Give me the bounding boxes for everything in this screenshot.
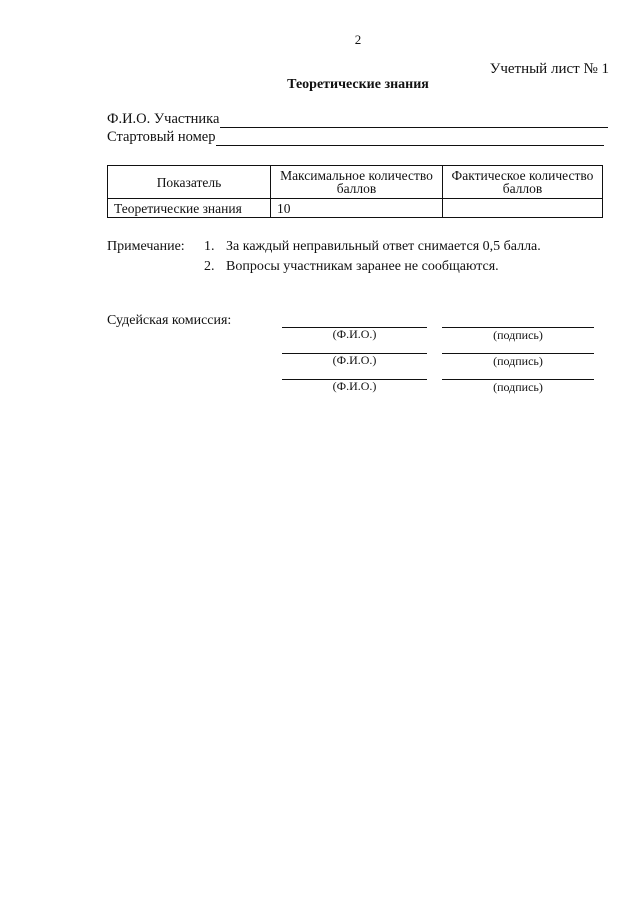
signature-caption: (подпись) xyxy=(493,380,543,394)
header-max-score: Максимальное количество баллов xyxy=(271,166,443,199)
header-indicator: Показатель xyxy=(108,166,271,199)
note-text: За каждый неправильный ответ снимается 0,5 балла. xyxy=(226,239,541,254)
cell-max-score: 10 xyxy=(271,199,443,218)
note-item xyxy=(204,259,499,275)
name-caption: (Ф.И.О.) xyxy=(332,353,377,367)
participant-name-field[interactable] xyxy=(107,111,608,128)
name-caption: (Ф.И.О.) xyxy=(332,327,377,341)
note-number: 2. xyxy=(204,259,215,274)
participant-name-blank[interactable] xyxy=(220,113,608,128)
cell-indicator: Теоретические знания xyxy=(108,199,271,218)
signature-caption: (подпись) xyxy=(493,354,543,368)
commission-label: Судейская комиссия: xyxy=(107,313,232,328)
note-text: Вопросы участникам заранее не сообщаются. xyxy=(226,259,499,274)
page-number: 2 xyxy=(354,32,362,47)
table-row xyxy=(108,199,603,218)
table-header-row xyxy=(108,166,603,199)
notes-label: Примечание: xyxy=(107,239,185,254)
document-title: Теоретические знания xyxy=(287,77,429,92)
note-item xyxy=(204,239,541,255)
header-actual-score: Фактическое количество баллов xyxy=(443,166,603,199)
start-number-label: Стартовый номер xyxy=(107,129,216,145)
participant-name-label: Ф.И.О. Участника xyxy=(107,111,220,127)
start-number-blank[interactable] xyxy=(216,131,604,146)
score-table xyxy=(107,165,603,218)
cell-actual-score[interactable] xyxy=(443,199,603,218)
signature-caption: (подпись) xyxy=(493,328,543,342)
sheet-label: Учетный лист № 1 xyxy=(489,61,609,77)
name-caption: (Ф.И.О.) xyxy=(332,379,377,393)
start-number-field[interactable] xyxy=(107,129,604,146)
note-number: 1. xyxy=(204,239,215,254)
